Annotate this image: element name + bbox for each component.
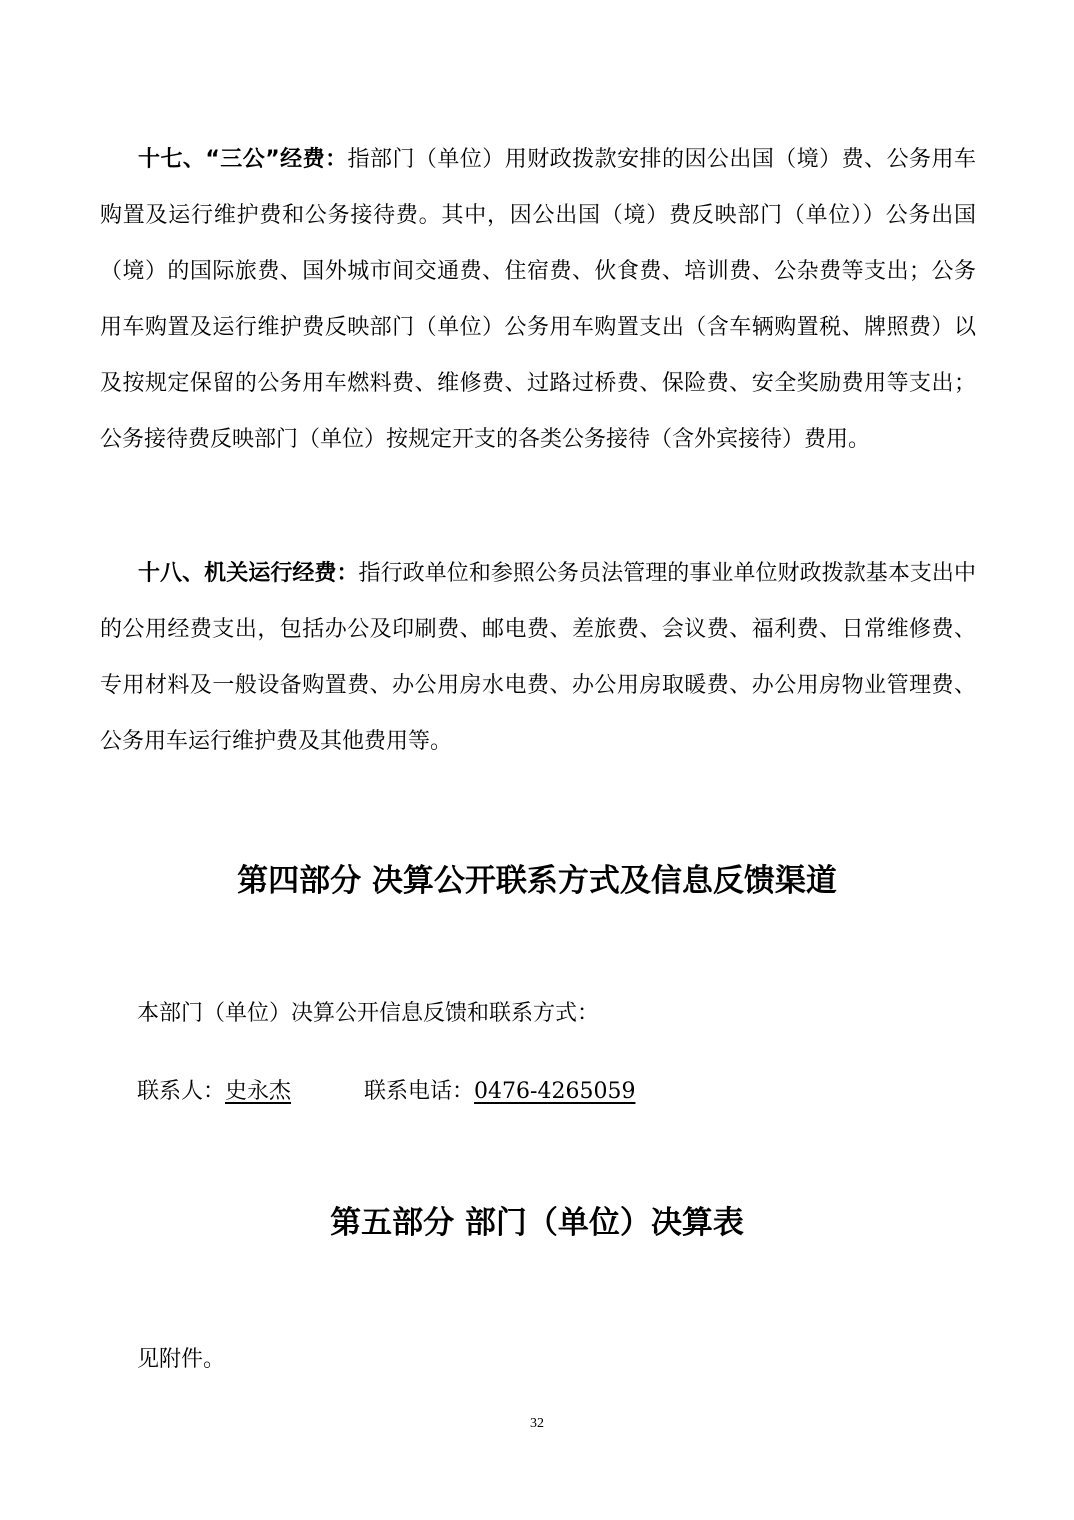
- attachment-text: 见附件。: [137, 1347, 226, 1372]
- contact-name: 史永杰: [225, 1079, 292, 1104]
- definition-paragraph-17: [100, 132, 976, 468]
- definition-term-17: 十七、“三公”经费：: [138, 147, 348, 172]
- feedback-text: 本部门（单位）决算公开信息反馈和联系方式：: [137, 1001, 600, 1026]
- part5-heading: 第五部分 部门（单位）决算表: [330, 1205, 744, 1241]
- definition-paragraph-18: [100, 546, 976, 770]
- contact-label: 联系人：: [137, 1079, 226, 1104]
- phone-label: 联系电话：: [364, 1079, 475, 1104]
- definition-body-17: 指部门（单位）用财政拨款安排的因公出国（境）费、公务用车购置及运行维护费和公务接待费。其中，因公出国（境）费反映部门（单位））公务出国（境）的国际旅费、国外城市间交通费、住宿费、伙食费、培训费、公杂费等支出；公务用车购置及运行维护费反映部门（单位）公务用车购置支出（含车辆购置税、牌照费）以及按规定保留的公务用车燃料费、维修费、过路过桥费、保险费、安全奖励费用等支出；公务接待费反映部门（单位）按规定开支的各类公务接待（含外宾接待）费用。: [100, 147, 976, 452]
- definition-body-18: 指行政单位和参照公务员法管理的事业单位财政拨款基本支出中的公用经费支出，包括办公及印刷费、邮电费、差旅费、会议费、福利费、日常维修费、专用材料及一般设备购置费、办公用房水电费、办公用房取暖费、办公用房物业管理费、公务用车运行维护费及其他费用等。: [100, 561, 976, 754]
- definition-term-18: 十八、机关运行经费：: [138, 561, 359, 586]
- part4-heading: 第四部分 决算公开联系方式及信息反馈渠道: [237, 863, 837, 899]
- phone-number: 0476-4265059: [474, 1079, 636, 1104]
- page-number: 32: [530, 1416, 544, 1431]
- contact-line: [137, 1074, 635, 1105]
